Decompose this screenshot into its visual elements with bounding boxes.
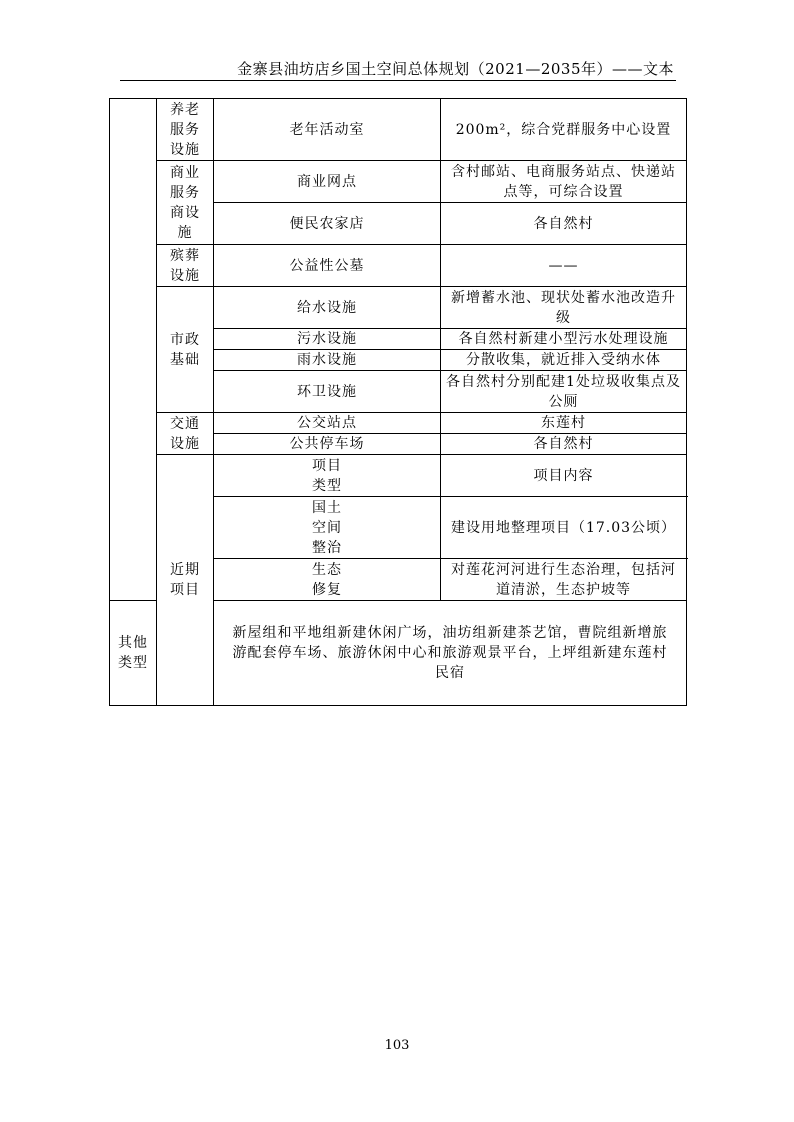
facility-name-cell: 便民农家店 [214,203,441,245]
table-row [110,245,687,287]
project-type-cell: 其他 类型 [110,601,157,706]
category-cell: 市政 基础 [157,287,214,413]
facility-content-cell: —— [441,245,687,287]
facility-content-cell: 各自然村 [441,203,687,245]
facility-name-cell: 商业网点 [214,161,441,203]
facility-content-cell: 分散收集，就近排入受纳水体 [441,350,687,371]
empty-outer-cell [110,99,157,601]
project-type-cell: 国土 空间 整治 [214,497,441,559]
facility-name-cell: 公交站点 [214,413,441,434]
header-rule [120,80,676,81]
facility-content-cell: 各自然村 [441,434,687,455]
table-row [110,161,687,203]
table-row [110,413,687,434]
facility-content-cell: 各自然村新建小型污水处理设施 [441,329,687,350]
category-cell: 殡葬 设施 [157,245,214,287]
project-content-cell: 建设用地整理项目（17.03公顷） [441,497,687,559]
facility-name-cell: 污水设施 [214,329,441,350]
project-content-cell: 新屋组和平地组新建休闲广场，油坊组新建茶艺馆，曹院组新增旅游配套停车场、旅游休闲中心和旅游观景平台，上坪组新建东莲村民宿 [214,601,687,706]
page-number: 103 [384,1038,410,1053]
near-term-label-cell: 近期 项目 [157,455,214,706]
facility-name-cell: 公共停车场 [214,434,441,455]
facility-content-cell: 各自然村分别配建1处垃圾收集点及公厕 [441,371,687,413]
category-cell: 交通 设施 [157,413,214,455]
facility-name-cell: 雨水设施 [214,350,441,371]
facility-name-cell: 环卫设施 [214,371,441,413]
project-content-header-cell: 项目内容 [441,455,687,497]
planning-table [109,98,687,706]
table-row [110,99,687,161]
project-type-header-cell: 项目 类型 [214,455,441,497]
facility-name-cell: 老年活动室 [214,99,441,161]
facility-content-cell: 东莲村 [441,413,687,434]
facility-content-cell: 新增蓄水池、现状处蓄水池改造升级 [441,287,687,329]
document-header-title: 金寨县油坊店乡国土空间总体规划（2021—2035年）——文本 [237,60,674,78]
project-content-cell: 对莲花河河进行生态治理，包括河道清淤，生态护坡等 [441,559,687,601]
project-type-cell: 生态 修复 [214,559,441,601]
category-cell: 商业 服务 商设 施 [157,161,214,245]
table-row [110,455,687,497]
facility-content-cell: 200m²，综合党群服务中心设置 [441,99,687,161]
table-row [110,287,687,329]
facility-content-cell: 含村邮站、电商服务站点、快递站点等，可综合设置 [441,161,687,203]
category-cell: 养老 服务 设施 [157,99,214,161]
facility-name-cell: 公益性公墓 [214,245,441,287]
facility-name-cell: 给水设施 [214,287,441,329]
